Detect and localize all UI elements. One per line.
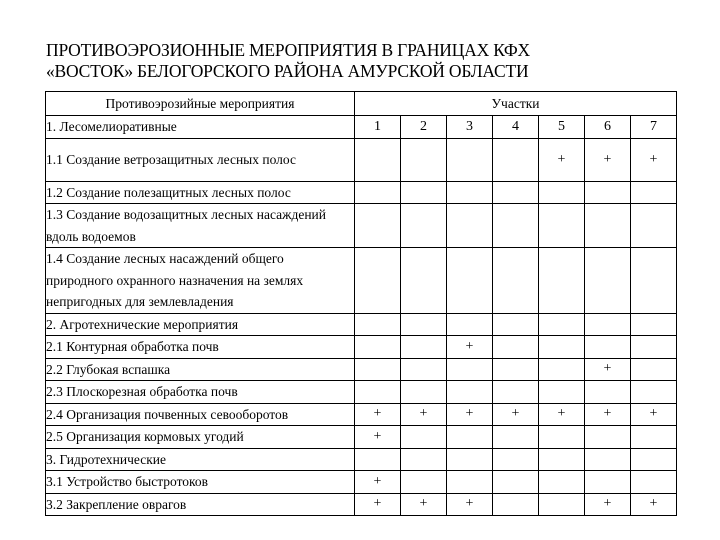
plot-cell: [355, 358, 401, 381]
plot-cell: +: [585, 138, 631, 181]
table-row: [46, 471, 677, 494]
plot-cell: [355, 448, 401, 471]
plot-cell: [355, 248, 401, 314]
plot-cell: [447, 204, 493, 248]
table-row: [46, 116, 677, 139]
plot-cell: [447, 313, 493, 336]
plot-cell: [631, 181, 677, 204]
table-row: [46, 403, 677, 426]
plot-cell: [355, 138, 401, 181]
plot-cell: [585, 426, 631, 449]
plot-cell: +: [355, 426, 401, 449]
table-row: [46, 381, 677, 404]
table-row: [46, 336, 677, 359]
plot-cell: [493, 426, 539, 449]
plot-cell: [493, 138, 539, 181]
table-row: [46, 248, 677, 314]
plot-cell: [539, 181, 585, 204]
plot-cell: +: [493, 403, 539, 426]
row-label: 3. Гидротехнические: [46, 448, 355, 471]
table-row: [46, 448, 677, 471]
plot-cell: +: [447, 336, 493, 359]
plot-cell: [401, 358, 447, 381]
plot-cell: [355, 336, 401, 359]
document-title: [46, 40, 686, 82]
plot-cell: [401, 448, 447, 471]
title-line-2: «ВОСТОК» БЕЛОГОРСКОГО РАЙОНА АМУРСКОЙ ОБЛАСТИ: [46, 61, 529, 81]
plot-cell: [447, 471, 493, 494]
plot-cell: [631, 448, 677, 471]
plot-cell: [539, 248, 585, 314]
plot-cell: 6: [585, 116, 631, 139]
table-row: [46, 426, 677, 449]
header-measures: Противоэрозийные мероприятия: [46, 92, 355, 116]
plot-cell: [585, 313, 631, 336]
plot-cell: [401, 471, 447, 494]
plot-cell: [631, 381, 677, 404]
plot-cell: [631, 426, 677, 449]
plot-cell: [539, 336, 585, 359]
row-label: 2.2 Глубокая вспашка: [46, 358, 355, 381]
row-label: 2. Агротехнические мероприятия: [46, 313, 355, 336]
table-body: [46, 116, 677, 516]
plot-cell: [585, 336, 631, 359]
row-label: 1.4 Создание лесных насаждений общего природного охранного назначения на землях непригодных для землевладения: [46, 248, 355, 314]
table-row: [46, 493, 677, 516]
row-label: 1.2 Создание полезащитных лесных полос: [46, 181, 355, 204]
plot-cell: [401, 426, 447, 449]
plot-cell: [401, 381, 447, 404]
plot-cell: [447, 248, 493, 314]
plot-cell: [585, 248, 631, 314]
plot-cell: +: [585, 403, 631, 426]
plot-cell: +: [355, 471, 401, 494]
plot-cell: +: [447, 403, 493, 426]
plot-cell: 7: [631, 116, 677, 139]
plot-cell: +: [631, 403, 677, 426]
plot-cell: +: [401, 493, 447, 516]
plot-cell: 3: [447, 116, 493, 139]
plot-cell: [631, 471, 677, 494]
plot-cell: [493, 358, 539, 381]
header-plots: Участки: [355, 92, 677, 116]
plot-cell: [585, 181, 631, 204]
plot-cell: +: [355, 403, 401, 426]
row-label: 1.1 Создание ветрозащитных лесных полос: [46, 138, 355, 181]
plot-cell: 2: [401, 116, 447, 139]
plot-cell: 4: [493, 116, 539, 139]
table-row: [46, 138, 677, 181]
plot-cell: [355, 204, 401, 248]
plot-cell: [447, 138, 493, 181]
plot-cell: [355, 381, 401, 404]
plot-cell: [539, 204, 585, 248]
plot-cell: +: [355, 493, 401, 516]
table-row: [46, 313, 677, 336]
row-label: 3.2 Закрепление оврагов: [46, 493, 355, 516]
plot-cell: [585, 448, 631, 471]
plot-cell: [631, 358, 677, 381]
row-label: 2.1 Контурная обработка почв: [46, 336, 355, 359]
plot-cell: [539, 358, 585, 381]
plot-cell: [447, 358, 493, 381]
table-row: [46, 358, 677, 381]
plot-cell: [539, 493, 585, 516]
row-label: 2.3 Плоскорезная обработка почв: [46, 381, 355, 404]
plot-cell: [631, 248, 677, 314]
plot-cell: [539, 471, 585, 494]
plot-cell: [631, 204, 677, 248]
plot-cell: [401, 248, 447, 314]
plot-cell: +: [631, 138, 677, 181]
plot-cell: [493, 381, 539, 404]
title-line-1: ПРОТИВОЭРОЗИОННЫЕ МЕРОПРИЯТИЯ В ГРАНИЦАХ КФХ: [46, 40, 530, 60]
plot-cell: [493, 181, 539, 204]
plot-cell: [539, 448, 585, 471]
plot-cell: [355, 313, 401, 336]
plot-cell: +: [631, 493, 677, 516]
plot-cell: +: [585, 493, 631, 516]
plot-cell: [585, 471, 631, 494]
plot-cell: [493, 471, 539, 494]
plot-cell: [585, 381, 631, 404]
measures-table: [45, 91, 677, 516]
plot-cell: +: [401, 403, 447, 426]
plot-cell: [493, 493, 539, 516]
plot-cell: [493, 313, 539, 336]
plot-cell: [539, 313, 585, 336]
plot-cell: [447, 181, 493, 204]
row-label: 2.4 Организация почвенных севооборотов: [46, 403, 355, 426]
plot-cell: [631, 336, 677, 359]
table-row: [46, 181, 677, 204]
plot-cell: [447, 448, 493, 471]
plot-cell: [401, 138, 447, 181]
row-label: 2.5 Организация кормовых угодий: [46, 426, 355, 449]
plot-cell: [355, 181, 401, 204]
plot-cell: +: [447, 493, 493, 516]
plot-cell: +: [585, 358, 631, 381]
plot-cell: [401, 336, 447, 359]
plot-cell: [631, 313, 677, 336]
plot-cell: [401, 313, 447, 336]
plot-cell: [401, 204, 447, 248]
plot-cell: [493, 448, 539, 471]
plot-cell: [539, 426, 585, 449]
table-row: [46, 204, 677, 248]
plot-cell: [539, 381, 585, 404]
header-row: [46, 92, 677, 116]
plot-cell: [447, 381, 493, 404]
plot-cell: [493, 336, 539, 359]
plot-cell: [585, 204, 631, 248]
row-label: 3.1 Устройство быстротоков: [46, 471, 355, 494]
plot-cell: +: [539, 138, 585, 181]
plot-cell: [401, 181, 447, 204]
plot-cell: 1: [355, 116, 401, 139]
plot-cell: 5: [539, 116, 585, 139]
plot-cell: [493, 204, 539, 248]
plot-cell: [493, 248, 539, 314]
plot-cell: [447, 426, 493, 449]
row-label: 1.3 Создание водозащитных лесных насаждений вдоль водоемов: [46, 204, 355, 248]
plot-cell: +: [539, 403, 585, 426]
row-label: 1. Лесомелиоративные: [46, 116, 355, 139]
